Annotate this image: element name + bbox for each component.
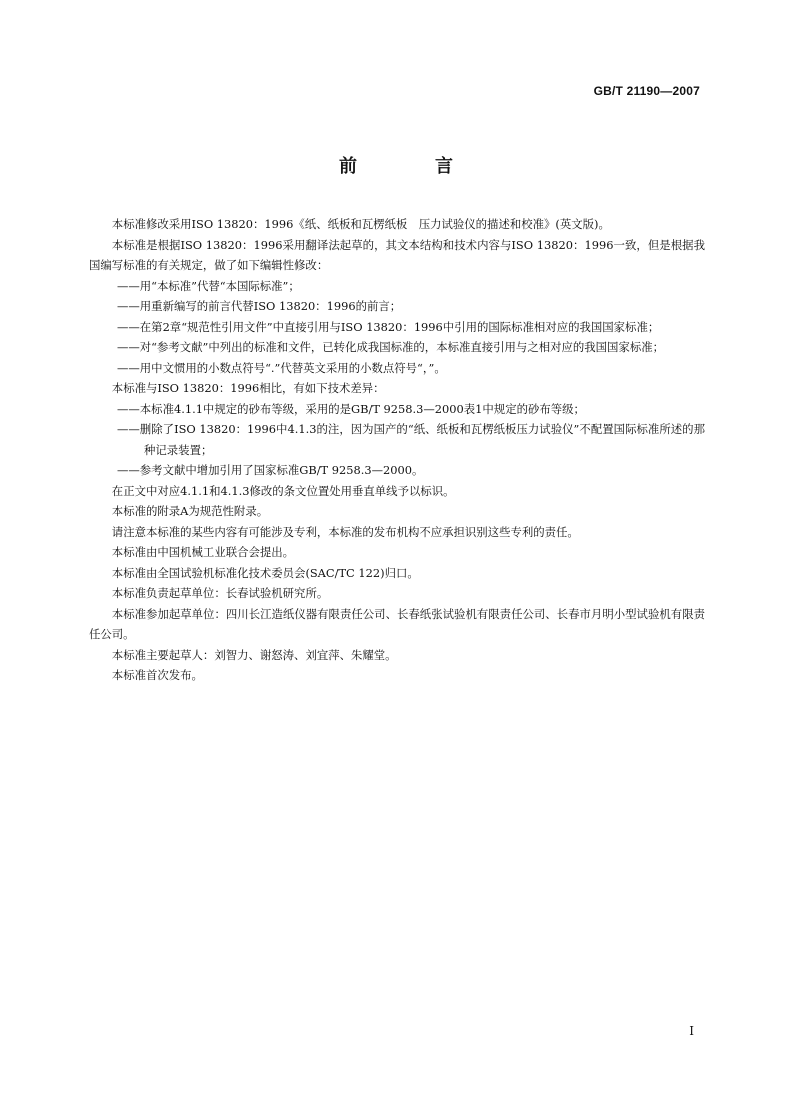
page-number: I: [689, 1024, 694, 1038]
paragraph: 本标准由全国试验机标准化技术委员会(SAC/TC 122)归口。: [111, 565, 419, 580]
dash-list-item: ——本标准4.1.1中规定的砂布等级，采用的是GB/T 9258.3—2000表1中规定的砂布等级；: [117, 401, 585, 416]
dash-list-item: ——在第2章“规范性引用文件”中直接引用与ISO 13820：1996中引用的国际标准相对应的我国国家标准；: [117, 319, 660, 334]
paragraph: 本标准与ISO 13820：1996相比，有如下技术差异：: [111, 381, 385, 395]
paragraph: 请注意本标准的某些内容有可能涉及专利，本标准的发布机构不应承担识别这些专利的责任。: [111, 524, 579, 539]
paragraph: 本标准负责起草单位：长春试验机研究所。: [111, 586, 329, 600]
paragraph: 本标准是根据ISO 13820：1996采用翻译法起草的，其文本结构和技术内容与ISO 13820：1996一致，但是根据我国编写标准的有关规定，做了如下编辑性修改：: [89, 237, 705, 272]
standard-code: GB/T 21190—2007: [593, 84, 700, 98]
foreword-body: [89, 214, 705, 686]
dash-list-item: ——用重新编写的前言代替ISO 13820：1996的前言；: [117, 299, 402, 313]
paragraph: 本标准由中国机械工业联合会提出。: [111, 545, 295, 559]
dash-list-item: ——用中文惯用的小数点符号“.”代替英文采用的小数点符号“，”。: [117, 360, 446, 375]
paragraph: 本标准修改采用ISO 13820：1996《纸、纸板和瓦楞纸板 压力试验仪的描述和校准》(英文版)。: [111, 217, 610, 231]
page-title: 前 言: [339, 156, 483, 177]
dash-list-item: ——参考文献中增加引用了国家标准GB/T 9258.3—2000。: [117, 463, 424, 477]
dash-list-item: ——用“本标准”代替“本国际标准”；: [117, 278, 300, 293]
dash-list-item: ——对“参考文献”中列出的标准和文件，已转化成我国标准的，本标准直接引用与之相对应的我国国家标准；: [117, 340, 665, 354]
paragraph: 本标准参加起草单位：四川长江造纸仪器有限责任公司、长春纸张试验机有限责任公司、长春市月明小型试验机有限责任公司。: [89, 606, 705, 641]
paragraph: 本标准首次发布。: [111, 668, 203, 682]
dash-list-item: ——删除了ISO 13820：1996中4.1.3的注，因为国产的“纸、纸板和瓦楞纸板压力试验仪”不配置国际标准所述的那种记录装置；: [117, 422, 705, 457]
paragraph: 本标准主要起草人：刘智力、谢怒涛、刘宜萍、朱耀堂。: [111, 647, 397, 662]
paragraph: 本标准的附录A为规范性附录。: [111, 504, 269, 518]
paragraph: 在正文中对应4.1.1和4.1.3修改的条文位置处用垂直单线予以标识。: [111, 483, 455, 498]
